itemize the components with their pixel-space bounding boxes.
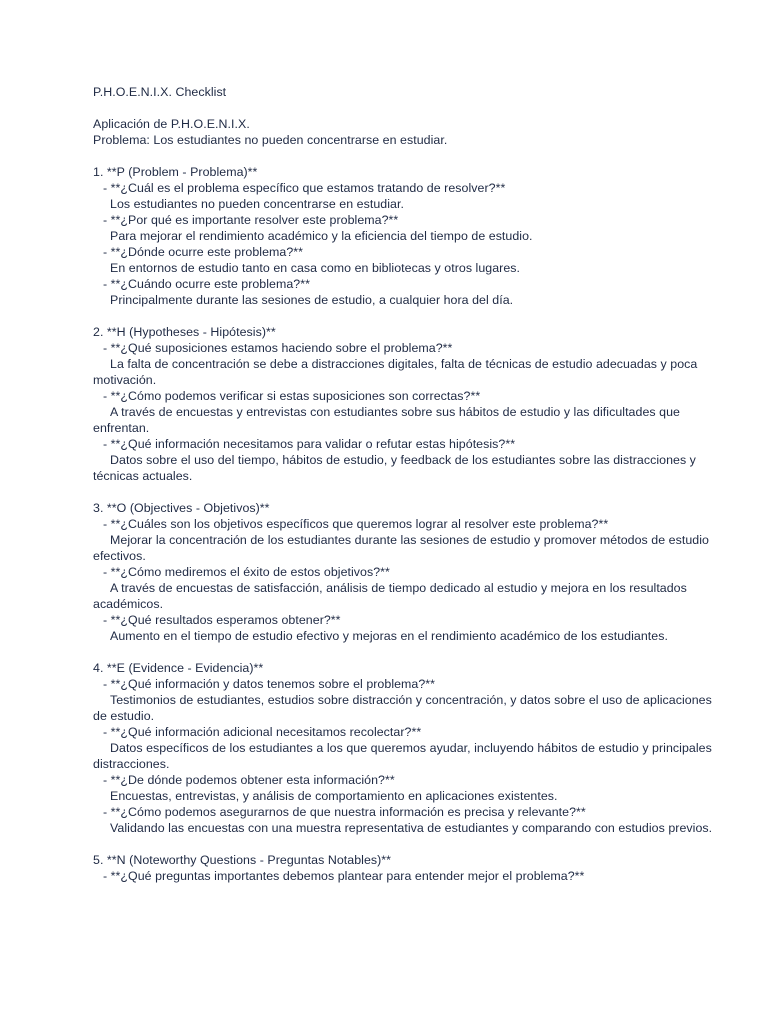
question: - **¿Cuándo ocurre este problema?**: [103, 277, 310, 291]
spacer: [93, 644, 728, 660]
answer: Datos específicos de los estudiantes a los que queremos ayudar, incluyendo hábitos de estudio y principales distracciones.: [93, 741, 716, 771]
spacer: [93, 308, 728, 324]
section-evidence: [93, 660, 728, 836]
question: - **¿De dónde podemos obtener esta información?**: [103, 773, 395, 787]
question: - **¿Qué información adicional necesitamos recolectar?**: [103, 725, 422, 739]
answer: Validando las encuestas con una muestra representativa de estudiantes y comparando con estudios previos.: [110, 821, 713, 835]
document-title: P.H.O.E.N.I.X. Checklist: [93, 85, 227, 99]
section-objectives: [93, 500, 728, 644]
section-heading: 4. **E (Evidence - Evidencia)**: [93, 661, 264, 675]
answer: Testimonios de estudiantes, estudios sobre distracción y concentración, y datos sobre el uso de aplicaciones de estudio.: [93, 693, 716, 723]
answer: A través de encuestas y entrevistas con estudiantes sobre sus hábitos de estudio y las dificultades que enfrentan.: [93, 405, 684, 435]
question: - **¿Por qué es importante resolver este problema?**: [103, 213, 399, 227]
question: - **¿Qué resultados esperamos obtener?**: [103, 613, 341, 627]
section-heading: 1. **P (Problem - Problema)**: [93, 165, 258, 179]
section-noteworthy-questions: [93, 852, 728, 884]
answer: En entornos de estudio tanto en casa como en bibliotecas y otros lugares.: [110, 261, 521, 275]
answer: Mejorar la concentración de los estudiantes durante las sesiones de estudio y promover métodos de estudio efectivos.: [93, 533, 713, 563]
question: - **¿Qué preguntas importantes debemos plantear para entender mejor el problema?**: [103, 869, 585, 883]
answer: Para mejorar el rendimiento académico y la eficiencia del tiempo de estudio.: [110, 229, 533, 243]
answer: A través de encuestas de satisfacción, análisis de tiempo dedicado al estudio y mejora en los resultados académicos.: [93, 581, 691, 611]
question: - **¿Cómo podemos verificar si estas suposiciones son correctas?**: [103, 389, 481, 403]
answer: Principalmente durante las sesiones de estudio, a cualquier hora del día.: [110, 293, 514, 307]
question: - **¿Dónde ocurre este problema?**: [103, 245, 304, 259]
question: - **¿Qué información necesitamos para validar o refutar estas hipótesis?**: [103, 437, 516, 451]
spacer: [93, 836, 728, 852]
question: - **¿Qué suposiciones estamos haciendo sobre el problema?**: [103, 341, 453, 355]
spacer: [93, 148, 728, 164]
problem-statement: Problema: Los estudiantes no pueden concentrarse en estudiar.: [93, 133, 448, 147]
section-problem: [93, 164, 728, 308]
question: - **¿Cómo podemos asegurarnos de que nuestra información es precisa y relevante?**: [103, 805, 586, 819]
answer: Encuestas, entrevistas, y análisis de comportamiento en aplicaciones existentes.: [110, 789, 558, 803]
section-heading: 2. **H (Hypotheses - Hipótesis)**: [93, 325, 276, 339]
section-heading: 5. **N (Noteworthy Questions - Preguntas Notables)**: [93, 853, 392, 867]
question: - **¿Qué información y datos tenemos sobre el problema?**: [103, 677, 436, 691]
question: - **¿Cuáles son los objetivos específicos que queremos lograr al resolver este problema?**: [103, 517, 609, 531]
section-heading: 3. **O (Objectives - Objetivos)**: [93, 501, 270, 515]
section-hypotheses: [93, 324, 728, 484]
spacer: [93, 100, 728, 116]
answer: Datos sobre el uso del tiempo, hábitos de estudio, y feedback de los estudiantes sobre las distracciones y técnicas actuales.: [93, 453, 700, 483]
answer: La falta de concentración se debe a distracciones digitales, falta de técnicas de estudio adecuadas y poca motivación.: [93, 357, 701, 387]
application-line: Aplicación de P.H.O.E.N.I.X.: [93, 117, 250, 131]
answer: Aumento en el tiempo de estudio efectivo y mejoras en el rendimiento académico de los estudiantes.: [110, 629, 668, 643]
answer: Los estudiantes no pueden concentrarse en estudiar.: [110, 197, 404, 211]
question: - **¿Cómo mediremos el éxito de estos objetivos?**: [103, 565, 390, 579]
spacer: [93, 484, 728, 500]
question: - **¿Cuál es el problema específico que estamos tratando de resolver?**: [103, 181, 506, 195]
